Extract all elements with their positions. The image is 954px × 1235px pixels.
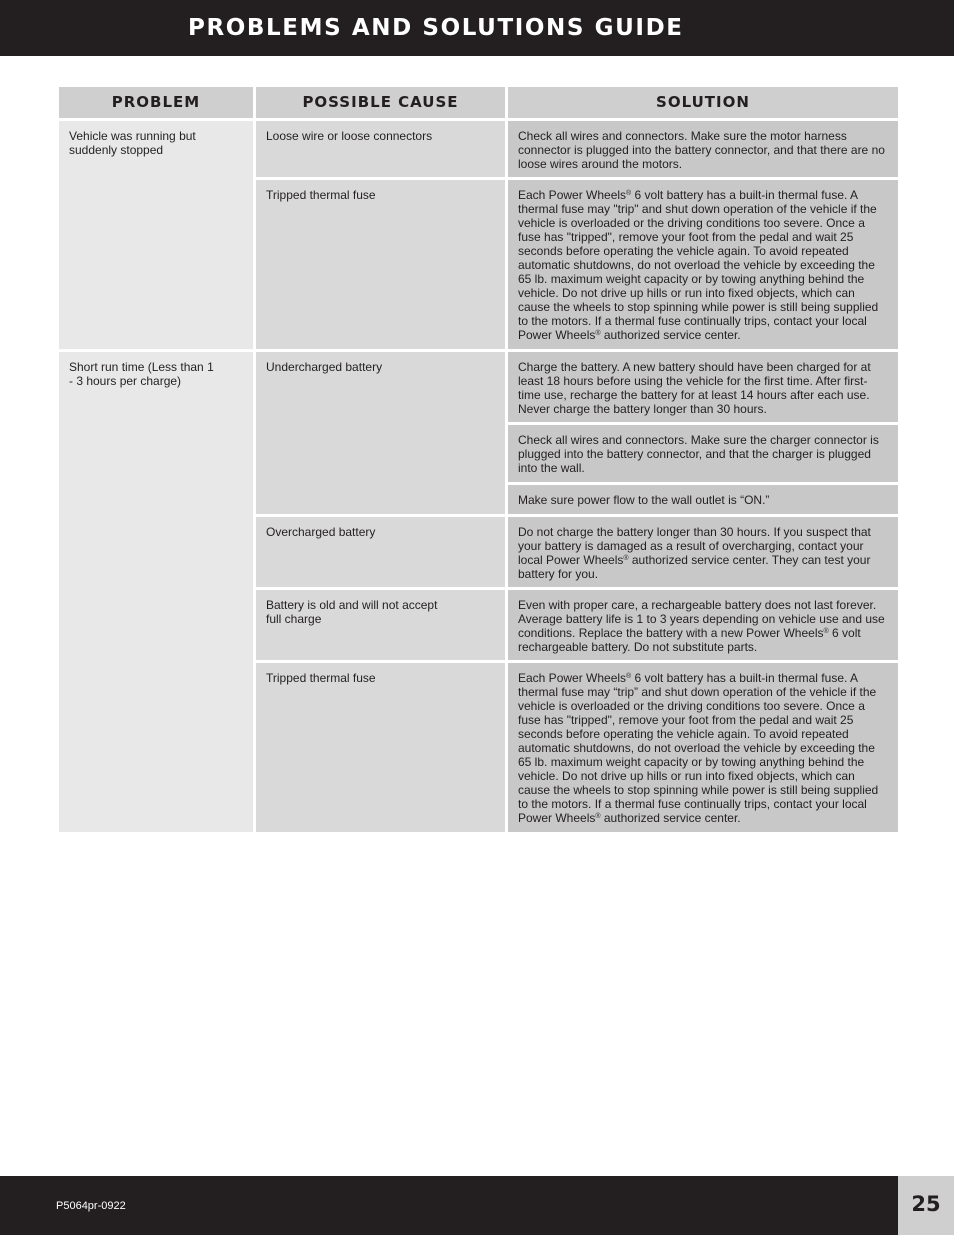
solution-cell: Check all wires and connectors. Make sure the charger connector is plugged into the battery connector, and that the charger is plugged into the wall. — [508, 425, 898, 482]
cause-cell: Tripped thermal fuse — [256, 663, 505, 832]
problem-cell: Vehicle was running but suddenly stopped — [59, 121, 253, 349]
registered-mark: ® — [595, 330, 601, 337]
solution-cell: Make sure power flow to the wall outlet is “ON.” — [508, 485, 898, 514]
registered-mark: ® — [626, 190, 632, 197]
cause-cell: Battery is old and will not accept full charge — [256, 590, 505, 660]
solution-cell: Charge the battery. A new battery should have been charged for at least 18 hours before using the vehicle for the first time. After first-time use, recharge the battery for at least 14 hours after each use. Never charge the battery longer than 30 hours. — [508, 352, 898, 422]
solution-cell: Each Power Wheels® 6 volt battery has a built-in thermal fuse. A thermal fuse may “trip” and shut down operation of the vehicle if the vehicle is overloaded or the driving conditions too severe. Once a fuse has "tripped", remove your foot from the pedal and wait 25 seconds before operating the vehicle again. To avoid repeated automatic shutdowns, do not overload the vehicle by exceeding the 65 lb. maximum weight capacity or by towing anything behind the vehicle. Do not drive up hills or run into fixed objects, which can cause the wheels to stop spinning while power is still being supplied to the motors. If a thermal fuse continually trips, contact your local Power Wheels® authorized service center. — [508, 663, 898, 832]
page-title: PROBLEMS AND SOLUTIONS GUIDE — [188, 15, 684, 41]
footer-bar — [0, 1176, 898, 1235]
cause-cell: Loose wire or loose connectors — [256, 121, 505, 177]
solution-cell: Even with proper care, a rechargeable battery does not last forever. Average battery life is 1 to 3 years depending on vehicle use and use conditions. Replace the battery with a new Power Wheels® 6 volt rechargeable battery. Do not substitute parts. — [508, 590, 898, 660]
registered-mark: ® — [626, 673, 632, 680]
cause-cell: Overcharged battery — [256, 517, 505, 587]
registered-mark: ® — [595, 813, 601, 820]
solution-cell: Each Power Wheels® 6 volt battery has a built-in thermal fuse. A thermal fuse may "trip" and shut down operation of the vehicle if the vehicle is overloaded or the driving conditions too severe. Once a fuse has "tripped", remove your foot from the pedal and wait 25 seconds before operating the vehicle again. To avoid repeated automatic shutdowns, do not overload the vehicle by exceeding the 65 lb. maximum weight capacity or by towing anything behind the vehicle. Do not drive up hills or run into fixed objects, which can cause the wheels to stop spinning while power is still being supplied to the motors. If a thermal fuse continually trips, contact your local Power Wheels® authorized service center. — [508, 180, 898, 349]
document-code: P5064pr-0922 — [56, 1200, 126, 1212]
registered-mark: ® — [623, 555, 629, 562]
solution-cell: Do not charge the battery longer than 30 hours. If you suspect that your battery is damaged as a result of overcharging, contact your local Power Wheels® authorized service center. They can test your battery for you. — [508, 517, 898, 587]
cause-cell: Tripped thermal fuse — [256, 180, 505, 349]
solution-cell: Check all wires and connectors. Make sure the motor harness connector is plugged into the battery connector, and that there are no loose wires around the motors. — [508, 121, 898, 177]
header-possible-cause: POSSIBLE CAUSE — [256, 87, 505, 118]
registered-mark: ® — [823, 628, 829, 635]
header-problem: PROBLEM — [59, 87, 253, 118]
page-number: 25 — [911, 1192, 941, 1216]
cause-cell: Undercharged battery — [256, 352, 505, 514]
problem-cell: Short run time (Less than 1 - 3 hours per charge) — [59, 352, 253, 832]
header-solution: SOLUTION — [508, 87, 898, 118]
